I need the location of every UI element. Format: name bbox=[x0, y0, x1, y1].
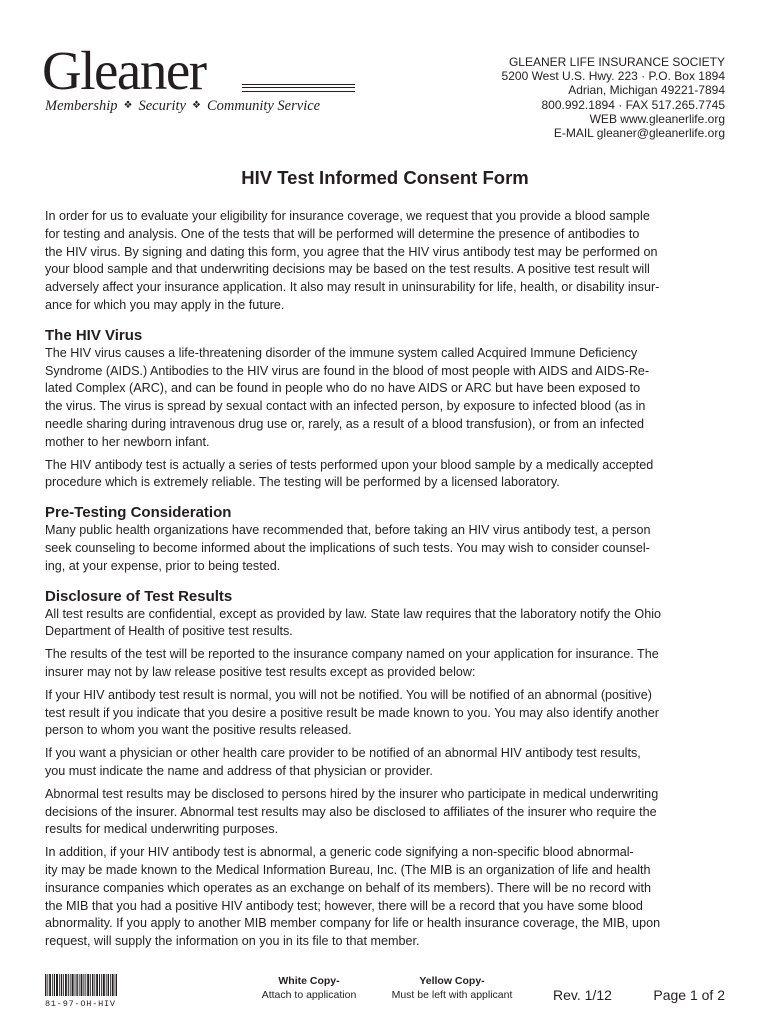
paragraph bbox=[45, 844, 725, 951]
text-line: test result if you indicate that you desire a positive result be made known to you. You may also identify another bbox=[45, 705, 659, 720]
text-line: In addition, if your HIV antibody test is abnormal, a generic code signifying a non-specific blood abnormal- bbox=[45, 845, 634, 860]
paragraph bbox=[45, 646, 725, 682]
text-line: Syndrome (AIDS.) Antibodies to the HIV virus are found in the blood of most people with AIDS and AIDS-Re- bbox=[45, 363, 650, 378]
text-line: Department of Health of positive test results. bbox=[45, 624, 293, 639]
text-line: abnormality. If you apply to another MIB member company for life or health insurance coverage, the MIB, upon bbox=[45, 916, 661, 931]
text-line: If you want a physician or other health care provider to be notified of an abnormal HIV antibody test results, bbox=[45, 746, 641, 761]
text-line: Abnormal test results may be disclosed to persons hired by the insurer who participate in medical underwriting bbox=[45, 786, 659, 801]
yellow-copy-note bbox=[382, 974, 522, 1002]
tagline-community-service: Community Service bbox=[206, 98, 321, 114]
form-body bbox=[45, 208, 725, 956]
paragraph bbox=[45, 745, 725, 781]
paragraph bbox=[45, 522, 725, 575]
yellow-copy-text: Must be left with applicant bbox=[391, 989, 513, 1001]
section-heading-disclosure: Disclosure of Test Results bbox=[45, 587, 233, 605]
white-copy-note bbox=[250, 974, 368, 1002]
text-line: the MIB that you had a positive HIV antibody test; however, there will be a record that you have some blood bbox=[45, 898, 643, 913]
text-line: ity may be made known to the Medical Information Bureau, Inc. (The MIB is an organization of life and health bbox=[45, 862, 651, 877]
text-line: decisions of the insurer. Abnormal test results may also be disclosed to affiliates of the insurer who require the bbox=[45, 804, 657, 819]
text-line: All test results are confidential, except as provided by law. State law requires that the laboratory notify the Ohio bbox=[45, 606, 662, 621]
gleaner-logo bbox=[42, 40, 321, 114]
text-line: If your HIV antibody test result is normal, you will not be notified. You will be notified of an abnormal (positive) bbox=[45, 687, 652, 702]
text-line: you must indicate the name and address of that physician or provider. bbox=[45, 763, 433, 778]
text-line: The HIV antibody test is actually a series of tests performed upon your blood sample by a medically accepted bbox=[45, 457, 654, 472]
text-line: In order for us to evaluate your eligibility for insurance coverage, we request that you provide a blood sample bbox=[45, 209, 650, 223]
text-line: the HIV virus. By signing and dating this form, you agree that the HIV virus antibody test may be performed on bbox=[45, 244, 658, 259]
page-number: Page 1 of 2 bbox=[653, 987, 725, 1003]
text-line: request, will supply the information on you in its file to that member. bbox=[45, 934, 420, 949]
text-line: needle sharing during intravenous drug use or, rarely, as a result of a blood transfusion), or from an infected bbox=[45, 416, 645, 431]
text-line: The results of the test will be reported to the insurance company named on your application for insurance. The bbox=[45, 647, 659, 662]
company-address-block bbox=[502, 55, 725, 140]
diamond-separator-icon: ❖ bbox=[123, 100, 133, 111]
city-state-zip: Adrian, Michigan 49221-7894 bbox=[568, 83, 725, 98]
text-line: ing, at your expense, prior to being tested. bbox=[45, 558, 281, 573]
paragraph bbox=[45, 687, 725, 740]
logo-wordmark: Gleaner bbox=[42, 40, 206, 101]
yellow-copy-label: Yellow Copy- bbox=[419, 975, 485, 987]
email: E-MAIL gleaner@gleanerlife.org bbox=[553, 126, 725, 141]
text-line: mother to her newborn infant. bbox=[45, 434, 210, 449]
text-line: ance for which you may apply in the future. bbox=[45, 297, 285, 312]
section-heading-pre-testing: Pre-Testing Consideration bbox=[45, 504, 232, 522]
text-line: Many public health organizations have recommended that, before taking an HIV virus antibody test, a person bbox=[45, 523, 651, 538]
street-address: 5200 West U.S. Hwy. 223 · P.O. Box 1894 bbox=[501, 69, 725, 84]
text-line: the virus. The virus is spread by sexual contact with an infected person, by exposure to infected blood (as in bbox=[45, 399, 646, 414]
text-line: for testing and analysis. One of the tests that will be performed will determine the presence of antibodies to bbox=[45, 226, 640, 241]
white-copy-label: White Copy- bbox=[278, 975, 340, 987]
diamond-separator-icon: ❖ bbox=[191, 100, 201, 111]
text-line: adversely affect your insurance application. It also may result in uninsurability for life, health, or disability insur- bbox=[45, 280, 660, 295]
section-heading-hiv-virus: The HIV Virus bbox=[45, 326, 143, 344]
phone-fax: 800.992.1894 · FAX 517.265.7745 bbox=[541, 97, 725, 112]
text-line: insurer may not by law release positive test results except as provided below: bbox=[45, 664, 476, 679]
text-line: results for medical underwriting purposes. bbox=[45, 822, 279, 837]
text-line: lated Complex (ARC), and can be found in people who do no have AIDS or ARC but have been exposed to bbox=[45, 381, 641, 396]
tagline bbox=[45, 98, 345, 115]
tagline-security: Security bbox=[138, 98, 186, 114]
text-line: your blood sample and that underwriting decisions may be based on the test results. A positive test result will bbox=[45, 262, 650, 277]
form-title: HIV Test Informed Consent Form bbox=[241, 167, 529, 188]
form-code: 81-97-OH-HIV bbox=[45, 999, 116, 1009]
text-line: The HIV virus causes a life-threatening disorder of the immune system called Acquired Immune Deficiency bbox=[45, 345, 638, 360]
text-line: seek counseling to become informed about the implications of such tests. You may wish to consider counsel- bbox=[45, 540, 650, 555]
text-line: procedure which is extremely reliable. The testing will be performed by a licensed laboratory. bbox=[45, 475, 560, 490]
text-line: insurance companies which operates as an exchange on behalf of its members). There will be no record with bbox=[45, 880, 651, 895]
paragraph bbox=[45, 786, 725, 839]
paragraph bbox=[45, 345, 725, 452]
website: WEB www.gleanerlife.org bbox=[589, 111, 725, 126]
paragraph bbox=[45, 606, 725, 642]
logo-rule-lines bbox=[242, 84, 355, 92]
revision-label: Rev. 1/12 bbox=[553, 987, 612, 1003]
text-line: person to whom you want the positive results released. bbox=[45, 723, 352, 738]
form-footer bbox=[0, 968, 770, 1024]
barcode-icon bbox=[45, 974, 117, 996]
white-copy-text: Attach to application bbox=[261, 989, 357, 1001]
intro-paragraph bbox=[45, 208, 725, 315]
paragraph bbox=[45, 457, 725, 493]
company-name: GLEANER LIFE INSURANCE SOCIETY bbox=[508, 55, 725, 69]
tagline-membership: Membership bbox=[45, 98, 118, 114]
